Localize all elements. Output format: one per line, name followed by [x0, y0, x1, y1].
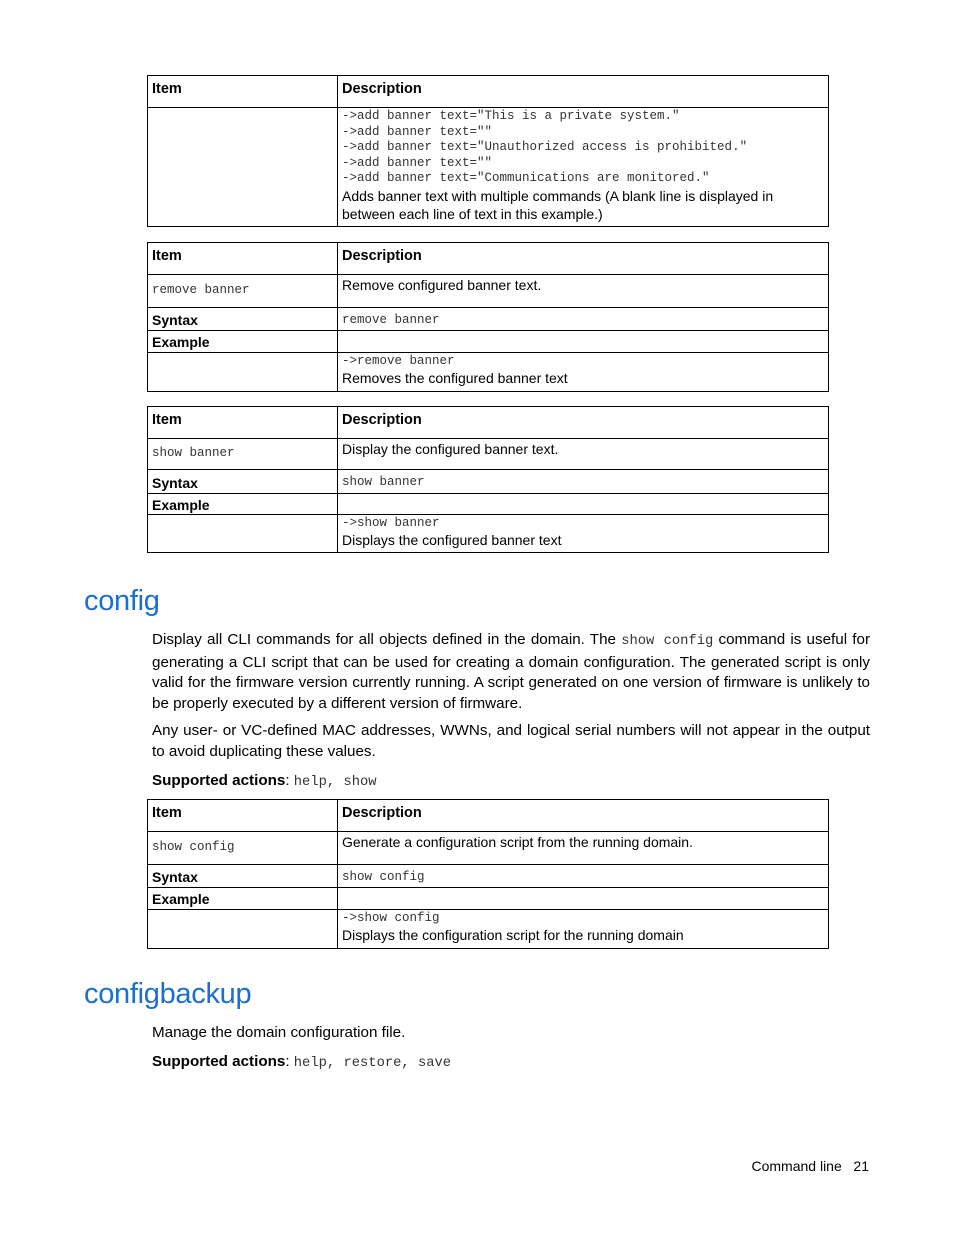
show-banner-table: [147, 406, 829, 553]
code-line: ->add banner text="Communications are monitored.": [342, 171, 710, 186]
show-config-table: [147, 799, 829, 949]
page-footer: [751, 1158, 869, 1174]
header-item: Item: [148, 243, 338, 275]
header-description: Description: [338, 800, 829, 832]
config-note: Any user- or VC-defined MAC addresses, WWNs, and logical serial numbers will not appear in the output to avoid duplicating these values.: [152, 722, 870, 760]
code-line: ->add banner text="Unauthorized access is prohibited.": [342, 140, 748, 155]
remove-banner-table: [147, 242, 829, 392]
configbackup-heading: configbackup: [84, 978, 252, 1010]
header-item: Item: [148, 800, 338, 832]
example-label: Example: [148, 494, 338, 515]
example-label: Example: [148, 331, 338, 353]
header-description: Description: [338, 76, 829, 108]
config-supported-actions: Supported actions: help, show: [152, 772, 377, 790]
header-description: Description: [338, 243, 829, 275]
command-description: Generate a configuration script from the running domain.: [338, 832, 829, 865]
header-item: Item: [148, 76, 338, 108]
actions-list: help, show: [293, 775, 377, 790]
command-description: Display the configured banner text.: [338, 439, 829, 470]
example-code: ->show config: [342, 911, 440, 925]
command-name: show config: [152, 840, 235, 854]
code-line: ->add banner text="": [342, 155, 493, 170]
example-label: Example: [148, 888, 338, 910]
example-code: ->remove banner: [342, 354, 455, 368]
example-code: ->show banner: [342, 516, 440, 530]
syntax-label: Syntax: [148, 470, 338, 494]
config-heading: config: [84, 585, 160, 617]
code-line: ->add banner text="This is a private system.": [342, 109, 680, 123]
page-number: 21: [853, 1158, 869, 1174]
config-description: Display all CLI commands for all objects defined in the domain. The show config command is useful for generating a CLI script that can be used for creating a domain configuration. The generated script is only valid for the firmware version currently running. A script generated on one version of firmware is unlikely to be properly executed by a different version of firmware.: [152, 631, 871, 712]
configbackup-supported-actions: Supported actions: help, restore, save: [152, 1053, 452, 1071]
actions-list: help, restore, save: [293, 1056, 452, 1071]
command-name: remove banner: [152, 283, 250, 297]
footer-section: Command line: [751, 1158, 842, 1174]
syntax-value: remove banner: [342, 313, 440, 327]
header-description: Description: [338, 407, 829, 439]
example-note: Adds banner text with multiple commands (A blank line is displayed in between each line of text in this example.): [342, 187, 774, 222]
example-description: Displays the configuration script for the running domain: [342, 927, 684, 943]
inline-code: show config: [621, 634, 714, 649]
banner-add-table: [147, 75, 829, 227]
header-item: Item: [148, 407, 338, 439]
syntax-value: show banner: [342, 475, 425, 489]
command-description: Remove configured banner text.: [338, 275, 829, 308]
syntax-label: Syntax: [148, 308, 338, 331]
example-description: Displays the configured banner text: [342, 532, 562, 548]
syntax-label: Syntax: [148, 865, 338, 888]
example-description: Removes the configured banner text: [342, 370, 568, 386]
code-line: ->add banner text="": [342, 124, 493, 139]
syntax-value: show config: [342, 870, 425, 884]
command-name: show banner: [152, 446, 235, 460]
configbackup-description: Manage the domain configuration file.: [152, 1024, 406, 1041]
